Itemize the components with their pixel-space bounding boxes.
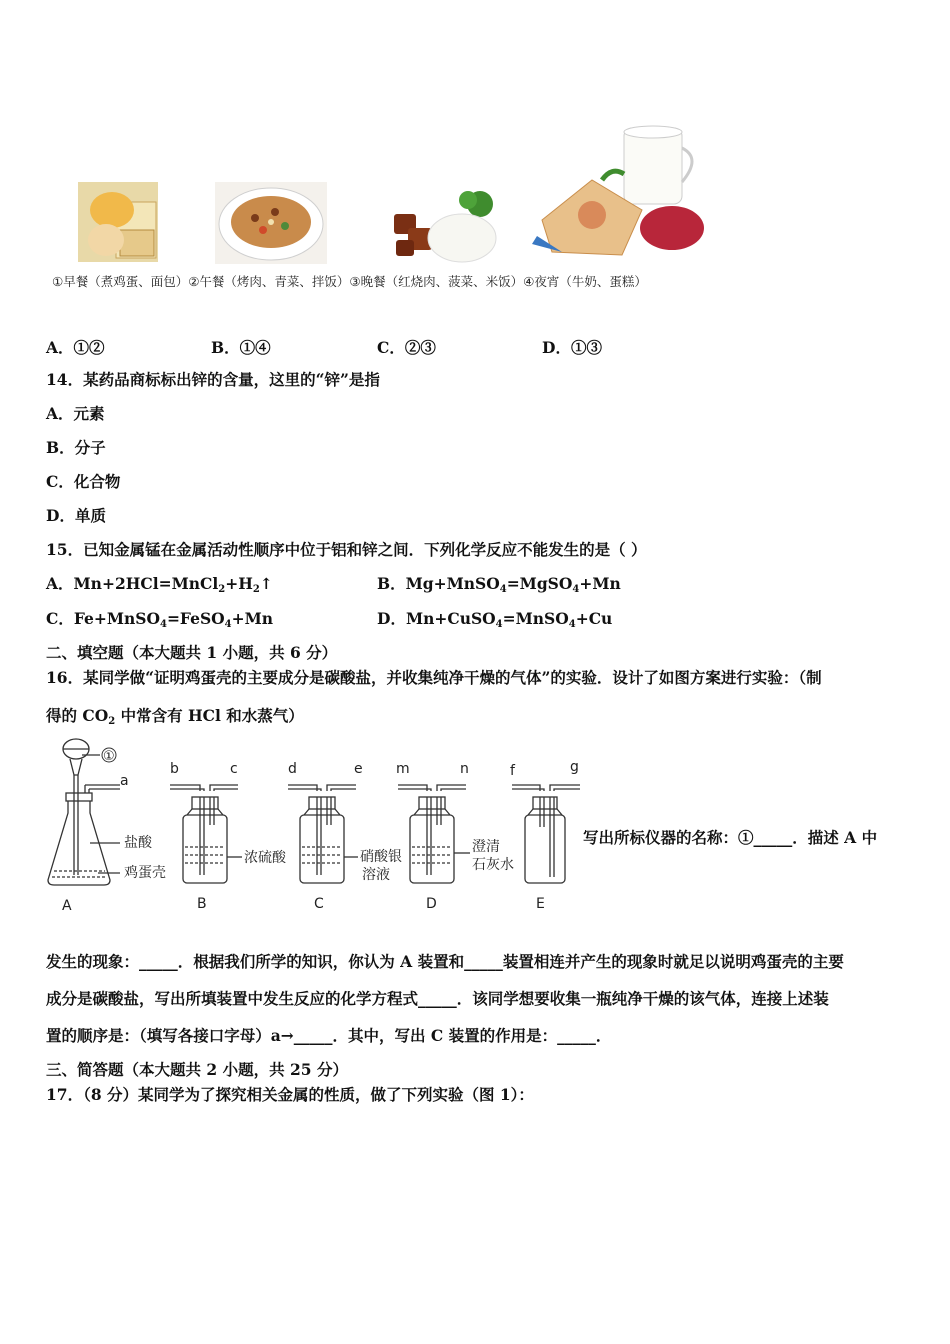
q15-a-sub: 2 xyxy=(252,584,260,595)
q15-option-d[interactable] xyxy=(377,609,612,635)
label-port-a: a xyxy=(120,773,129,789)
q15-c-part: =FeSO xyxy=(166,609,225,628)
q14-option-c[interactable]: C．化合物 xyxy=(46,472,121,491)
q15-c-part: C．Fe+MnSO xyxy=(46,609,160,628)
label-port-d: d xyxy=(288,761,297,777)
dinner-image xyxy=(390,188,498,266)
q15-b-sub: 4 xyxy=(499,584,507,595)
q15-b-part: =MgSO xyxy=(506,574,573,593)
q15-b-part: +Mn xyxy=(579,574,621,593)
label-lime-2: 石灰水 xyxy=(472,857,514,873)
label-port-e: e xyxy=(354,761,363,777)
q14-stem: 14．某药品商标标出锌的含量，这里的“锌”是指 xyxy=(46,370,380,389)
q15-stem: 15．已知金属锰在金属活动性顺序中位于铝和锌之间．下列化学反应不能发生的是（ ） xyxy=(46,540,647,559)
label-agno3-2: 溶液 xyxy=(362,867,390,883)
q15-d-part: D．Mn+CuSO xyxy=(377,609,496,628)
label-apparatus-c: C xyxy=(314,896,324,912)
q15-c-part: +Mn xyxy=(231,609,274,628)
q16-line-2 xyxy=(46,706,304,732)
q13-option-c[interactable]: C．②③ xyxy=(377,338,436,357)
q14-option-a[interactable]: A．元素 xyxy=(46,404,105,423)
label-apparatus-a: A xyxy=(62,898,72,914)
q15-option-b[interactable] xyxy=(377,574,621,600)
label-conc-acid: 浓硫酸 xyxy=(244,850,286,866)
label-circle-1: ① xyxy=(103,749,115,764)
q13-option-a[interactable]: A．①② xyxy=(46,338,105,357)
q13-option-d[interactable]: D．①③ xyxy=(542,338,602,357)
q15-d-sub: 4 xyxy=(495,619,503,630)
q15-c-sub: 4 xyxy=(224,619,232,630)
label-port-c: c xyxy=(230,761,238,777)
apparatus-c xyxy=(288,785,358,883)
q15-d-part: =MnSO xyxy=(502,609,569,628)
section-3-heading: 三、简答题（本大题共 2 小题，共 25 分） xyxy=(46,1060,348,1079)
lunch-image xyxy=(215,182,327,264)
q16-line-2-part: 得的 CO xyxy=(46,706,109,725)
section-2-heading: 二、填空题（本大题共 1 小题，共 6 分） xyxy=(46,643,338,662)
apparatus-e xyxy=(512,785,580,883)
q15-a-part: ↑ xyxy=(259,574,273,593)
label-lime-1: 澄清 xyxy=(472,839,500,855)
food-caption: ①早餐（煮鸡蛋、面包）②午餐（烤肉、青菜、拌饭）③晚餐（红烧肉、菠菜、米饭）④夜宵（牛奶、蛋糕） xyxy=(52,274,647,289)
label-port-b: b xyxy=(170,761,179,777)
q15-a-part: +H xyxy=(225,574,253,593)
q15-a-sub: 2 xyxy=(218,584,226,595)
q15-d-sub: 4 xyxy=(568,619,576,630)
label-port-f: f xyxy=(510,763,515,779)
q14-option-b[interactable]: B．分子 xyxy=(46,438,106,457)
apparatus-b xyxy=(170,785,242,883)
label-hcl: 盐酸 xyxy=(124,835,152,851)
label-agno3-1: 硝酸银 xyxy=(360,849,402,865)
apparatus-d xyxy=(398,785,470,883)
q15-d-part: +Cu xyxy=(575,609,613,628)
label-apparatus-b: B xyxy=(197,896,207,912)
q16-line-1: 16．某同学做“证明鸡蛋壳的主要成分是碳酸盐，并收集纯净干燥的气体”的实验．设计了如图方案进行实验：（制 xyxy=(46,668,822,687)
breakfast-image xyxy=(78,182,158,262)
label-apparatus-d: D xyxy=(426,896,437,912)
label-apparatus-e: E xyxy=(536,896,545,912)
label-port-g: g xyxy=(570,759,579,775)
q16-line-2-sub: 2 xyxy=(108,716,116,727)
q15-option-c[interactable] xyxy=(46,609,273,635)
q16-line-4: 成分是碳酸盐，写出所填装置中发生反应的化学方程式_____．该同学想要收集一瓶纯净干燥的该气体，连接上述装 xyxy=(46,989,829,1008)
q15-option-a[interactable] xyxy=(46,574,273,600)
q13-option-b[interactable]: B．①④ xyxy=(211,338,271,357)
q16-side-text: 写出所标仪器的名称：①_____．描述 A 中 xyxy=(583,828,878,847)
q17-stem: 17．（8 分）某同学为了探究相关金属的性质，做了下列实验（图 1）： xyxy=(46,1085,534,1104)
label-port-n: n xyxy=(460,761,469,777)
q16-line-3: 发生的现象：_____．根据我们所学的知识，你认为 A 装置和_____装置相连并产生的现象时就足以说明鸡蛋壳的主要 xyxy=(46,952,844,971)
supper-image xyxy=(532,120,707,270)
q15-b-sub: 4 xyxy=(572,584,580,595)
q16-line-5: 置的顺序是：（填写各接口字母）a→_____．其中，写出 C 装置的作用是：_____． xyxy=(46,1026,612,1045)
q15-c-sub: 4 xyxy=(159,619,167,630)
q15-b-part: B．Mg+MnSO xyxy=(377,574,500,593)
apparatus-diagram xyxy=(40,735,580,920)
label-port-m: m xyxy=(396,761,410,777)
label-eggshell: 鸡蛋壳 xyxy=(124,865,166,881)
q16-line-2-part: 中常含有 HCl 和水蒸气） xyxy=(115,706,304,725)
q15-a-part: A．Mn+2HCl=MnCl xyxy=(46,574,219,593)
q14-option-d[interactable]: D．单质 xyxy=(46,506,106,525)
